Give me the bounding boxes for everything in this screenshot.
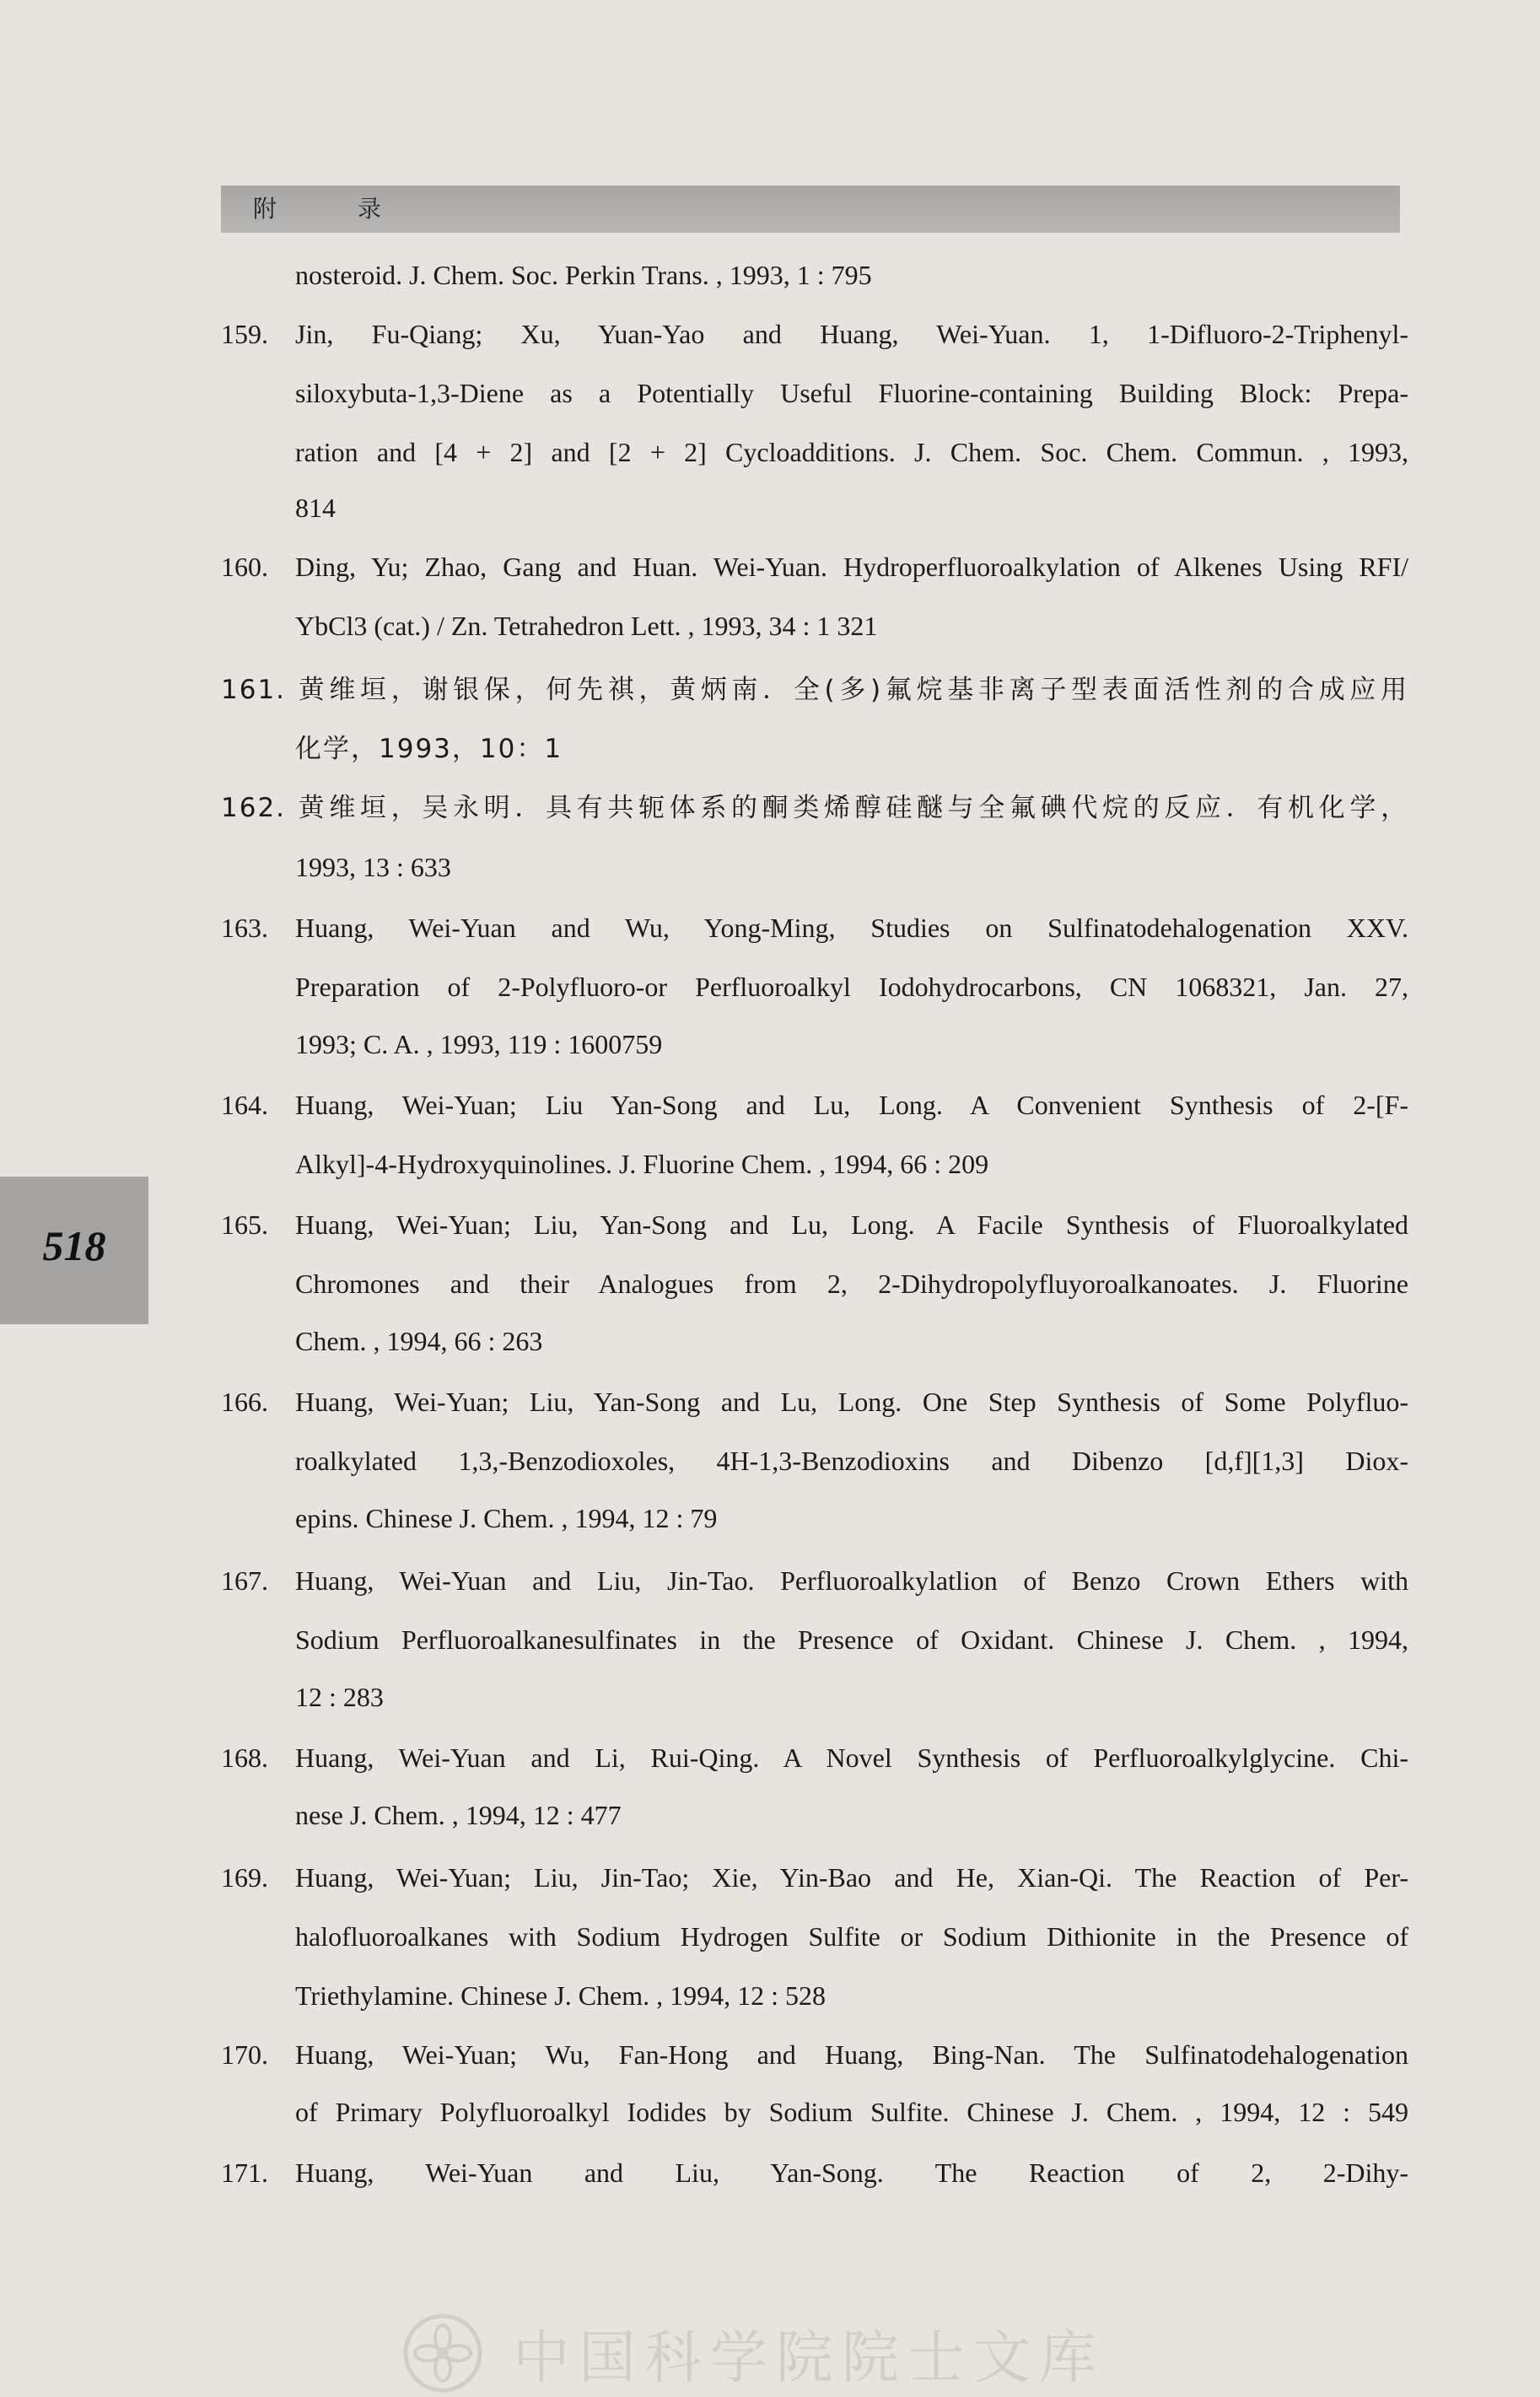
- reference-number: 169.: [221, 1862, 268, 1893]
- reference-line: [295, 1970, 1408, 2021]
- seal-logo-icon: [396, 2311, 489, 2395]
- reference-text: ration and [4 + 2] and [2 + 2] Cycloadditions. J. Chem. Soc. Chem. Commun. , 1993,: [295, 437, 1408, 467]
- reference-text: roalkylated 1,3,-Benzodioxoles, 4H-1,3-Benzodioxins and Dibenzo [d,f][1,3] Diox-: [295, 1446, 1408, 1476]
- reference-line: [221, 783, 1408, 833]
- reference-line: [221, 2029, 1408, 2080]
- reference-text: Huang, Wei-Yuan; Liu, Jin-Tao; Xie, Yin-Bao and He, Xian-Qi. The Reaction of Per-: [295, 1862, 1408, 1893]
- reference-text: Ding, Yu; Zhao, Gang and Huan. Wei-Yuan. Hydroperfluoroalkylation of Alkenes Using RFI/: [295, 552, 1408, 582]
- reference-line: [295, 1672, 1408, 1722]
- reference-number: 164.: [221, 1090, 268, 1120]
- reference-text: Huang, Wei-Yuan and Li, Rui-Qing. A Novel Synthesis of Perfluoroalkylglycine. Chi-: [295, 1743, 1408, 1773]
- reference-text: nese J. Chem. , 1994, 12 : 477: [295, 1800, 622, 1830]
- reference-line: [295, 2087, 1408, 2137]
- reference-text: nosteroid. J. Chem. Soc. Perkin Trans. , 1993, 1 : 795: [295, 260, 872, 290]
- reference-number: 161.: [221, 675, 287, 705]
- reference-text: of Primary Polyfluoroalkyl Iodides by Sodium Sulfite. Chinese J. Chem. , 1994, 12 : 549: [295, 2097, 1408, 2127]
- reference-line: [295, 842, 1408, 892]
- reference-line: [295, 724, 1408, 774]
- reference-number: 159.: [221, 319, 268, 349]
- reference-number: 171.: [221, 2157, 268, 2188]
- reference-text: Triethylamine. Chinese J. Chem. , 1994, 12 : 528: [295, 1980, 827, 2011]
- reference-number: 160.: [221, 552, 268, 582]
- reference-text: halofluoroalkanes with Sodium Hydrogen Sulfite or Sodium Dithionite in the Presence of: [295, 1921, 1408, 1952]
- reference-line: [295, 250, 1408, 300]
- reference-line: [221, 541, 1408, 592]
- reference-line: [221, 1732, 1408, 1783]
- reference-line: [295, 1614, 1408, 1665]
- reference-text: Alkyl]-4-Hydroxyquinolines. J. Fluorine Chem. , 1994, 66 : 209: [295, 1149, 989, 1179]
- reference-text: epins. Chinese J. Chem. , 1994, 12 : 79: [295, 1503, 718, 1533]
- reference-text: 12 : 283: [295, 1682, 384, 1712]
- reference-text: Chromones and their Analogues from 2, 2-Dihydropolyfluyoroalkanoates. J. Fluorine: [295, 1269, 1408, 1299]
- reference-number: 165.: [221, 1209, 268, 1240]
- reference-number: 168.: [221, 1743, 268, 1773]
- reference-number: 163.: [221, 913, 268, 943]
- reference-line: [295, 1790, 1408, 1840]
- reference-text: 1993; C. A. , 1993, 119 : 1600759: [295, 1029, 663, 1059]
- reference-line: [295, 1019, 1408, 1069]
- reference-text: Huang, Wei-Yuan and Wu, Yong-Ming, Studies on Sulfinatodehalogenation XXV.: [295, 913, 1408, 943]
- watermark-text: 中国科学院院士文库: [513, 2324, 1106, 2392]
- reference-text: Preparation of 2-Polyfluoro-or Perfluoroalkyl Iodohydrocarbons, CN 1068321, Jan. 27,: [295, 972, 1408, 1002]
- reference-line: [295, 368, 1408, 418]
- reference-text: 化学，1993，10：1: [295, 734, 563, 764]
- reference-text: Huang, Wei-Yuan; Liu, Yan-Song and Lu, Long. A Facile Synthesis of Fluoroalkylated: [295, 1209, 1408, 1240]
- reference-line: [295, 482, 1408, 533]
- reference-line: [221, 1080, 1408, 1130]
- reference-line: [221, 1199, 1408, 1250]
- reference-text: 1993, 13 : 633: [295, 852, 451, 882]
- reference-text: Huang, Wei-Yuan and Liu, Jin-Tao. Perfluoroalkylatlion of Benzo Crown Ethers with: [295, 1565, 1408, 1596]
- reference-text: Huang, Wei-Yuan and Liu, Yan-Song. The Reaction of 2, 2-Dihy-: [295, 2157, 1408, 2188]
- reference-text: Chem. , 1994, 66 : 263: [295, 1326, 543, 1356]
- page-number: 518: [42, 1222, 106, 1269]
- reference-text: 黄维垣，谢银保，何先祺，黄炳南．全(多)氟烷基非离子型表面活性剂的合成应用: [295, 675, 1408, 705]
- reference-line: [295, 1911, 1408, 1962]
- reference-text: YbCl3 (cat.) / Zn. Tetrahedron Lett. , 1993, 34 : 1 321: [295, 611, 878, 641]
- reference-text: 黄维垣，吴永明．具有共轭体系的酮类烯醇硅醚与全氟碘代烷的反应．有机化学，: [295, 793, 1408, 823]
- running-header-title: 附 录: [253, 195, 411, 223]
- reference-number: 166.: [221, 1387, 268, 1417]
- reference-line: [295, 1436, 1408, 1486]
- reference-text: Jin, Fu-Qiang; Xu, Yuan-Yao and Huang, Wei-Yuan. 1, 1-Difluoro-2-Triphenyl-: [295, 319, 1408, 349]
- reference-line: [295, 1316, 1408, 1366]
- reference-line: [221, 309, 1408, 359]
- reference-line: [295, 1493, 1408, 1543]
- reference-line: [221, 902, 1408, 953]
- reference-line: [221, 665, 1408, 715]
- reference-text: Sodium Perfluoroalkanesulfinates in the Presence of Oxidant. Chinese J. Chem. , 1994,: [295, 1624, 1408, 1655]
- reference-line: [221, 1852, 1408, 1903]
- reference-text: Huang, Wei-Yuan; Liu Yan-Song and Lu, Long. A Convenient Synthesis of 2-[F-: [295, 1090, 1408, 1120]
- reference-text: 814: [295, 493, 336, 523]
- library-watermark: [396, 2311, 1105, 2395]
- reference-number: 167.: [221, 1565, 268, 1596]
- reference-line: [221, 1555, 1408, 1606]
- reference-text: Huang, Wei-Yuan; Wu, Fan-Hong and Huang, Bing-Nan. The Sulfinatodehalogenation: [295, 2039, 1408, 2070]
- reference-line: [295, 1258, 1408, 1309]
- reference-line: [295, 427, 1408, 477]
- reference-line: [295, 961, 1408, 1012]
- reference-line: [221, 2147, 1408, 2198]
- reference-number: 170.: [221, 2039, 268, 2070]
- reference-text: siloxybuta-1,3-Diene as a Potentially Useful Fluorine-containing Building Block: Prepa-: [295, 378, 1408, 408]
- reference-line: [295, 601, 1408, 651]
- reference-line: [295, 1139, 1408, 1189]
- reference-text: Huang, Wei-Yuan; Liu, Yan-Song and Lu, Long. One Step Synthesis of Some Polyfluo-: [295, 1387, 1408, 1417]
- reference-number: 162.: [221, 793, 287, 823]
- reference-line: [221, 1376, 1408, 1427]
